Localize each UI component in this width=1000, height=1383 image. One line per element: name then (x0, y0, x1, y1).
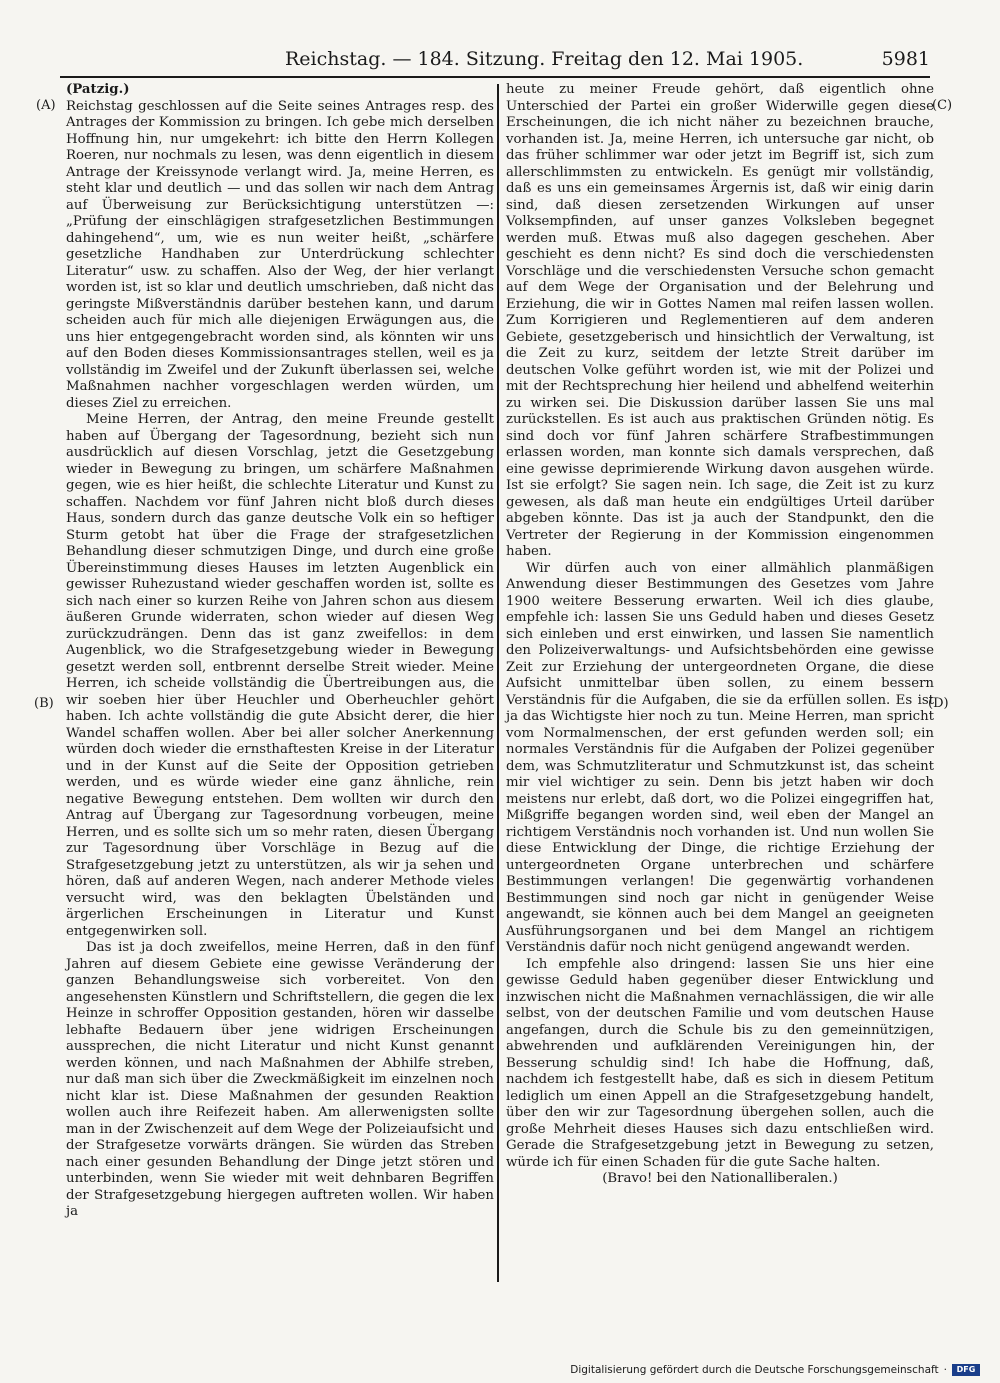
page-footer (570, 1362, 980, 1378)
paragraph: Das ist ja doch zweifellos, meine Herren, daß in den fünf Jahren auf diesem Gebiete eine gewisse Veränderung der ganzen Behandlungsweise sich vorbereitet. Von den angesehensten Künstlern und Schriftstellern, die gegen die lex Heinze in schroffer Opposition gestanden, hören wir dasselbe lebhafte Bedauern über jene widrigen Erscheinungen aussprechen, die nicht Literatur und nicht Kunst genannt werden können, und nach Maßnahmen der Abhilfe streben, nur daß man sich über die Zweckmäßigkeit im einzelnen noch nicht klar ist. Diese Maßnahmen der gesunden Reaktion wollen auch ihre Reifezeit haben. Am allerwenigsten sollte man in der Zwischenzeit auf dem Wege der Polizeiaufsicht und der Strafgesetze vorwärts drängen. Sie würden das Streben nach einer gesunden Behandlung der Dinge jetzt stören und unterbinden, wenn Sie wieder mit weit dehnbaren Begriffen der Strafgesetzgebung hiergegen auftreten wollen. Wir haben ja (66, 940, 494, 1219)
applause-note: (Bravo! bei den Nationalliberalen.) (602, 1171, 838, 1186)
margin-marker-c: (C) (932, 98, 953, 113)
paragraph: Ich empfehle also dringend: lassen Sie uns hier eine gewisse Geduld haben gegenüber dieser Entwicklung und inzwischen nicht die Maßnahmen vernachlässigen, die wir alle selbst, von der deutschen Familie und vom deutschen Hause angefangen, durch die Schule bis zu den gemeinnützigen, abwehrenden und aufklärenden Vereinigungen hin, der Besserung schuldig sind! Ich habe die Hoffnung, daß, nachdem ich festgestellt habe, daß es sich in diesem Petitum lediglich um einen Appell an die Strafgesetzgebung handelt, über den wir zur Tagesordnung übergehen sollen, auch die große Mehrheit dieses Hauses sich dazu entschließen wird. Gerade die Strafgesetzgebung jetzt in Bewegung zu setzen, würde ich für einen Schaden für die gute Sache halten. (506, 956, 934, 1170)
paragraph: Meine Herren, der Antrag, den meine Freunde gestellt haben auf Übergang der Tagesordnung, bezieht sich nun ausdrücklich auf diesen Vorschlag, jetzt die Gesetzgebung wieder in Bewegung zu bringen, um schärfere Maßnahmen gegen, wie es hier heißt, die schlechte Literatur und Kunst zu schaffen. Nachdem vor fünf Jahren nicht bloß durch dieses Haus, sondern durch das ganze deutsche Volk ein so heftiger Sturm getobt hat über die Frage der strafgesetzlichen Behandlung dieser schmutzigen Dinge, und durch eine große Übereinstimmung dieses Hauses im letzten Augenblick ein gewisser Ruhezustand wieder geschaffen worden ist, sollte es sich nach einer so kurzen Reihe von Jahren schon aus diesem äußeren Grunde widerraten, schon wieder auf diesen Weg zurückzudrängen. Denn das ist ganz zweifellos: in dem Augenblick, wo die Strafgesetzgebung wieder in Bewegung gesetzt werden soll, entbrennt derselbe Streit wieder. Meine Herren, ich scheide vollständig die Übertreibungen aus, die wir soeben hier über Heuchler und Oberheuchler gehört haben. Ich achte vollständig die gute Absicht derer, die hier Wandel schaffen wollen. Aber bei aller solcher Anerkennung würden doch wieder die ernsthaftesten Kreise in der Literatur und in der Kunst auf die Seite der Opposition getrieben werden, und es würde wieder eine ganz ähnliche, rein negative Bewegung entstehen. Dem wollten wir durch den Antrag auf Übergang zur Tagesordnung vorbeugen, meine Herren, und es sollte sich um so mehr raten, diesen Übergang zur Tagesordnung über Vorschläge in Bezug auf die Strafgesetzgebung jetzt zu unterstützen, als wir ja sehen und hören, daß auf anderen Wegen, nach anderer Methode vieles versucht wird, was den beklagten Übelständen und ärgerlichen Erscheinungen in Literatur und Kunst entgegenwirken soll. (66, 412, 494, 939)
speaker-name: (Patzig.) (66, 82, 130, 97)
paragraph: heute zu meiner Freude gehört, daß eigentlich ohne Unterschied der Partei ein großer Widerwille gegen diese Erscheinungen, die ich nicht näher zu bezeichnen brauche, vorhanden ist. Ja, meine Herren, ich untersuche gar nicht, ob das früher schlimmer war oder jetzt im Begriff ist, sich zum allerschlimmsten zu entwickeln. Es genügt mir vollständig, daß es uns ein gemeinsames Ärgernis ist, daß wir einig darin sind, daß diesen zersetzenden Wirkungen auf unser Volksempfinden, auf unser ganzes Volksleben begegnet werden muß. Etwas muß also dagegen geschehen. Aber geschieht es denn nicht? Es sind doch die verschiedensten Vorschläge und die verschiedensten Versuche schon gemacht auf dem Wege der Organisation und der Belehrung und Erziehung, die wir in Gottes Namen mal reifen lassen wollen. Zum Korrigieren und Reglementieren auf dem anderen Gebiete, gesetzgeberisch und hinsichtlich der Verwaltung, ist die Zeit zu kurz, seitdem der letzte Streit darüber im deutschen Volke geführt worden ist, wie mit der Polizei und mit der Rechtsprechung hier heilend und abhelfend weiterhin zu wirken sei. Die Diskussion darüber lassen Sie uns mal zurückstellen. Es ist auch aus praktischen Gründen nötig. Es sind doch vor fünf Jahren schärfere Strafbestimmungen erlassen worden, man konnte sich damals versprechen, daß eine gewisse deprimierende Wirkung davon ausgehen würde. Ist sie erfolgt? Sie sagen nein. Ich sage, die Zeit ist zu kurz gewesen, als daß man heute ein endgültiges Urteil darüber abgeben könnte. Das ist ja auch der Standpunkt, den die Vertreter der Regierung in der Kommission eingenommen haben. (506, 82, 934, 559)
left-column (66, 82, 494, 1221)
right-column (506, 82, 934, 1188)
paragraph: Reichstag geschlossen auf die Seite seines Antrages resp. des Antrages der Kommission zu bringen. Ich gebe mich derselben Hoffnung hin, nur umgekehrt: ich bitte den Herrn Kollegen Roeren, nur nochmals zu lesen, was denn eigentlich in diesem Antrage der Kreissynode verlangt wird. Ja, meine Herren, es steht klar und deutlich — und das sollen wir nach dem Antrag auf Überweisung zur Berücksichtigung unterstützen —: „Prüfung der einschlägigen strafgesetzlichen Bestimmungen dahingehend“, um, wie es nun weiter heißt, „schärfere gesetzliche Handhaben zur Unterdrückung schlechter Literatur“ usw. zu schaffen. Also der Weg, der hier verlangt worden ist, ist so klar und deutlich umschrieben, daß nicht das geringste Mißverständnis darüber bestehen kann, und darum scheiden auch für mich alle diejenigen Erwägungen aus, die uns hier entgegengebracht worden sind, als könnten wir uns auf den Boden dieses Kommissionsantrages stellen, weil es ja vollständig im Zweifel und der Zukunft überlassen sei, welche Maßnahmen nachher vorgeschlagen werden würden, um dieses Ziel zu erreichen. (66, 98, 494, 411)
dfg-logo-badge: DFG (952, 1364, 980, 1376)
column-divider (497, 84, 499, 1282)
paragraph: Wir dürfen auch von einer allmählich planmäßigen Anwendung dieser Bestimmungen des Gesetzes vom Jahre 1900 weitere Besserung erwarten. Weil ich dies glaube, empfehle ich: lassen Sie uns Geduld haben und dieses Gesetz sich einleben und erst einwirken, und lassen Sie namentlich den Polizeiverwaltungs- und Aufsichtsbehörden eine gewisse Zeit zur Erziehung der untergeordneten Organe, die diese Aufsicht unmittelbar üben sollen, zu einem bessern Verständnis für die Aufgaben, die sie da erfüllen sollen. Es ist ja das Wichtigste hier noch zu tun. Meine Herren, man spricht vom Normalmenschen, der erst gefunden werden soll; ein normales Verständnis für die Aufgaben der Polizei gegenüber dem, was Schmutzliteratur und Schmutzkunst ist, das scheint mir viel wichtiger zu sein. Denn bis jetzt haben wir doch meistens nur erlebt, daß dort, wo die Polizei eingegriffen hat, Mißgriffe begangen worden sind, weil eben der Mangel an richtigem Verständnis noch vorhanden ist. Und nun wollen Sie diese Entwicklung der Dinge, die richtige Erziehung der untergeordneten Organe unterbrechen und schärfere Bestimmungen verlangen! Die gegenwärtig vorhandenen Bestimmungen sind noch gar nicht in genügender Weise angewandt, sie können auch bei dem Mangel an geeigneten Ausführungsorganen und bei dem Mangel an richtigem Verständnis dafür noch nicht genügend angewandt werden. (506, 560, 934, 955)
running-title: Reichstag. — 184. Sitzung. Freitag den 12. Mai 1905. (285, 48, 804, 70)
page-header (60, 46, 930, 72)
margin-marker-a: (A) (36, 98, 56, 113)
dfg-logo: · (943, 1364, 947, 1376)
margin-marker-b: (B) (34, 696, 54, 711)
funding-note: Digitalisierung gefördert durch die Deutsche Forschungsgemeinschaft (570, 1364, 939, 1376)
page-number: 5981 (881, 48, 930, 70)
margin-marker-d: (D) (928, 696, 949, 711)
header-rule (60, 76, 930, 78)
